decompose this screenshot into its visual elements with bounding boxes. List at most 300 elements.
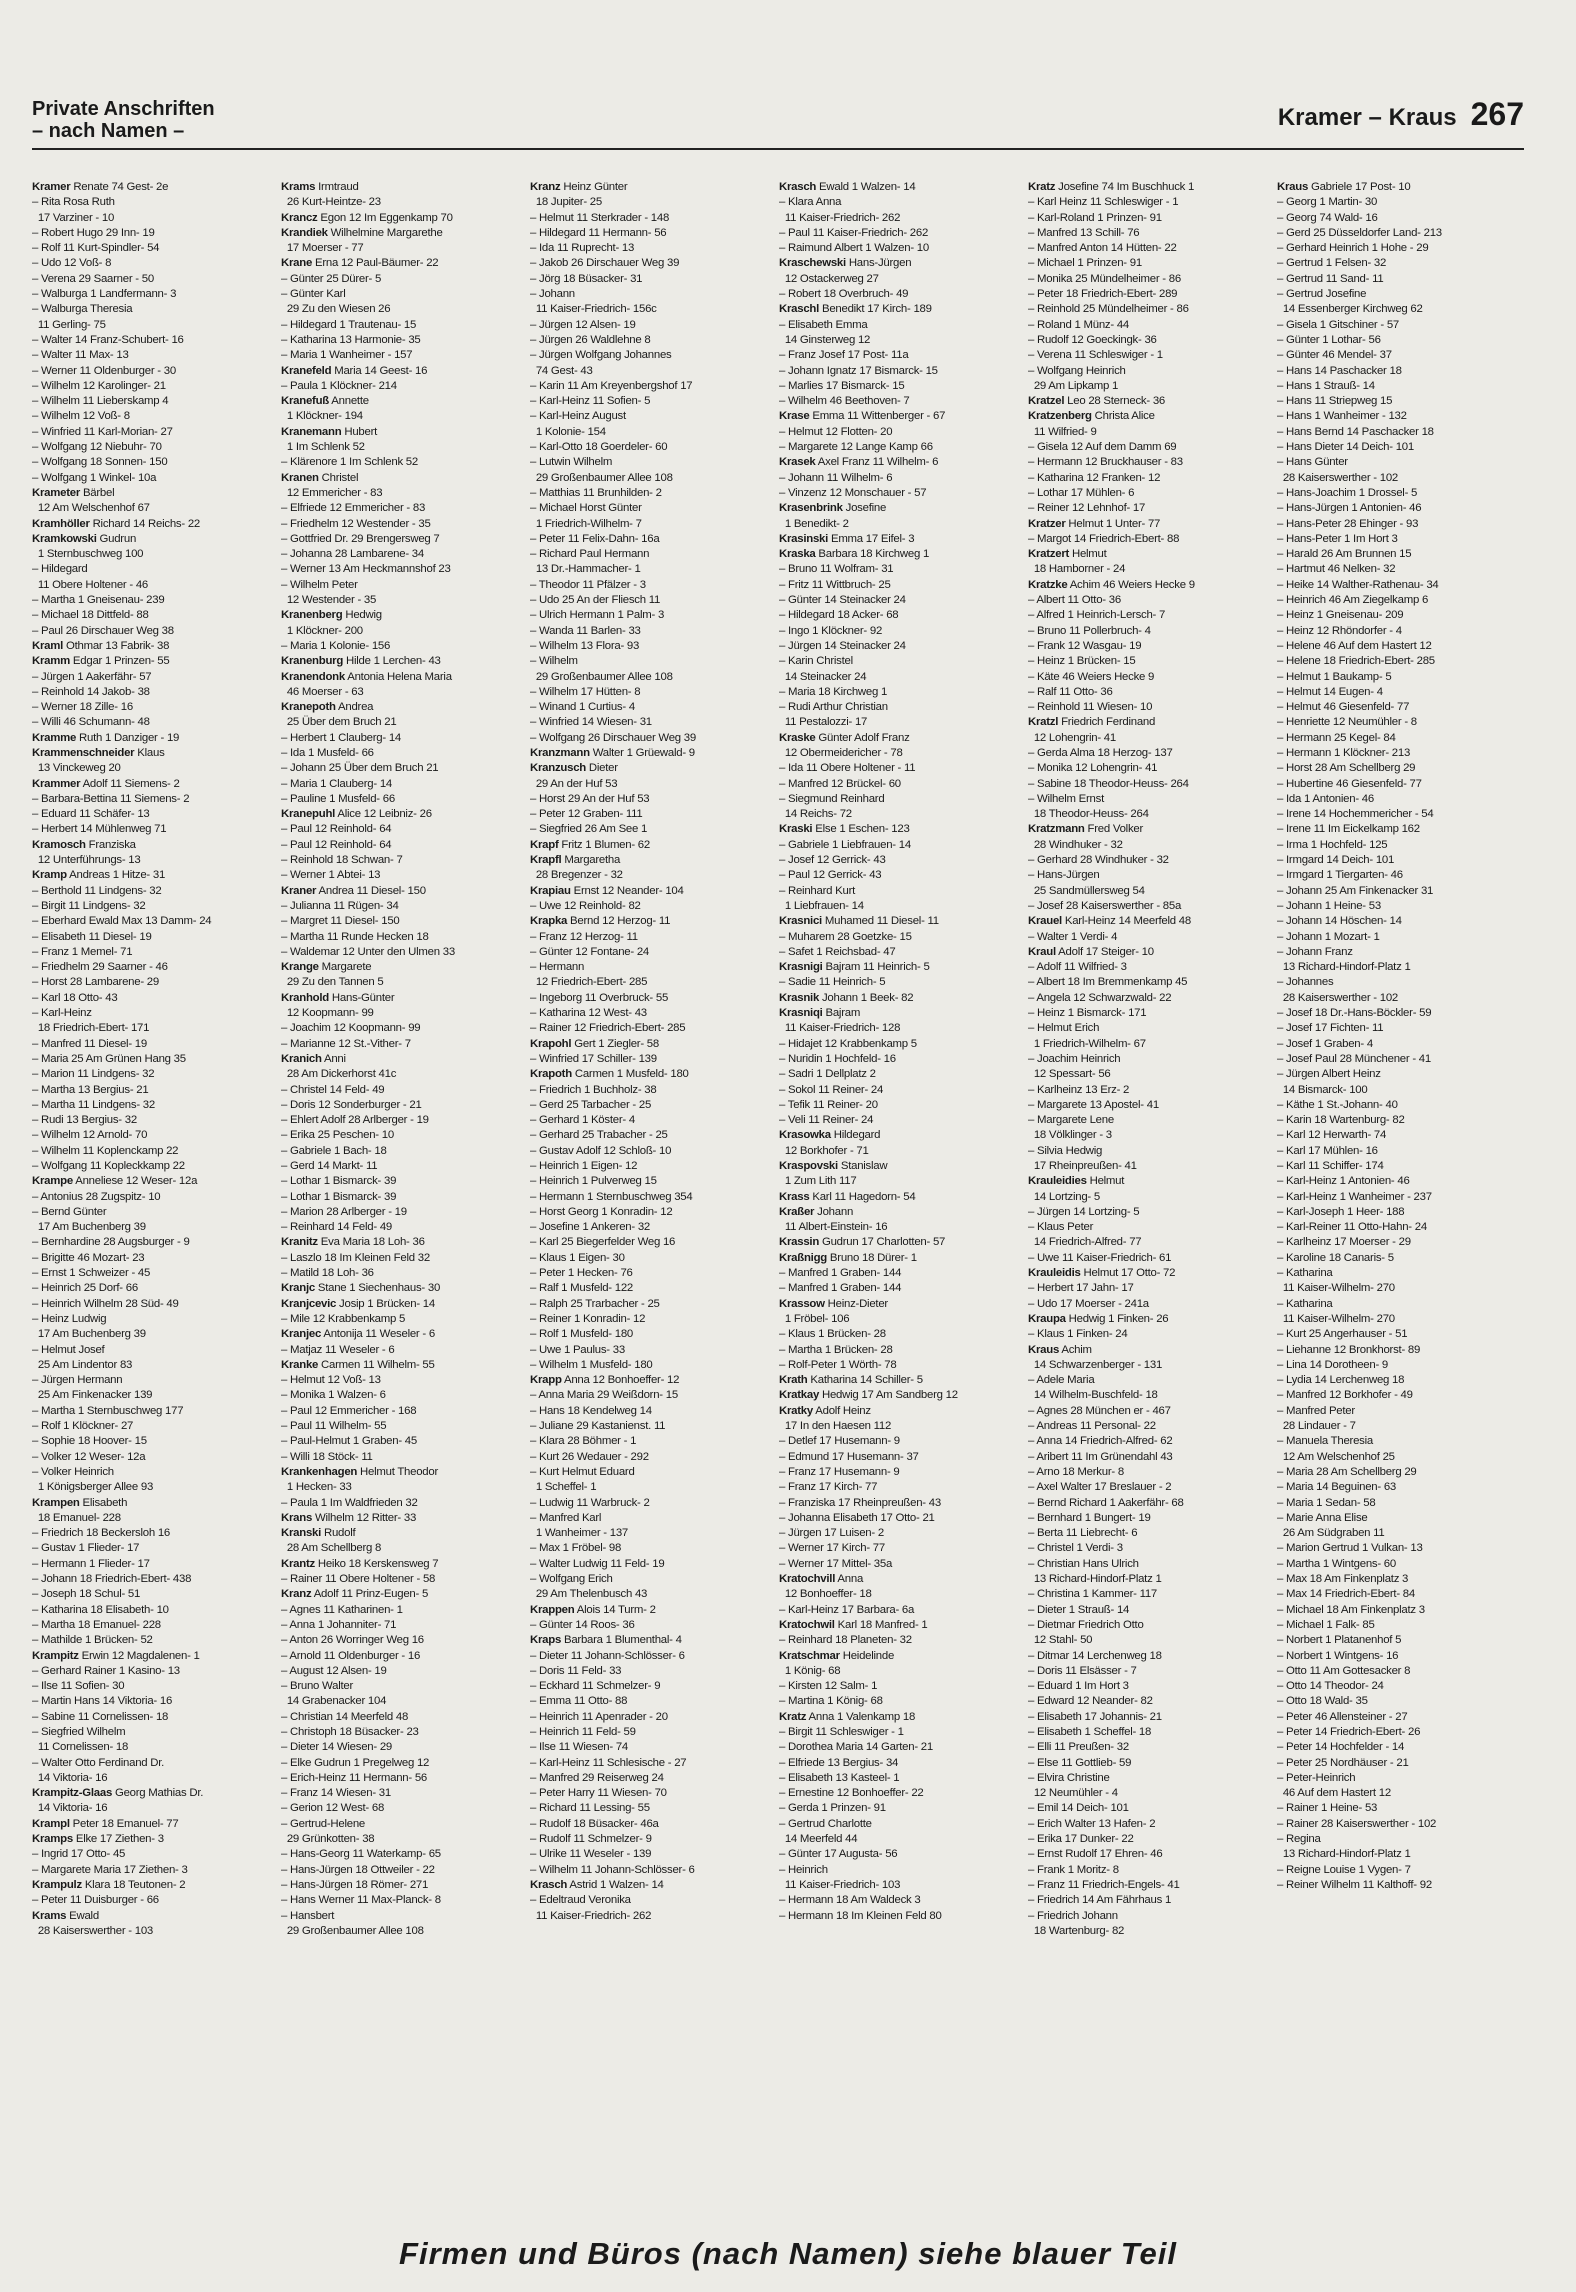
directory-entry	[530, 1909, 771, 1924]
entry-text: – Paul 11 Kaiser-Friedrich- 262	[779, 226, 929, 239]
directory-column	[530, 180, 771, 2180]
header-name-range: Kramer – Kraus	[1277, 104, 1457, 131]
directory-entry	[32, 256, 273, 271]
entry-text: – Reiner Wilhelm 11 Kalthoff- 92	[1277, 1878, 1432, 1891]
directory-entry	[1028, 1618, 1269, 1633]
entry-text: 18 Emanuel- 228	[32, 1511, 121, 1524]
directory-entry	[530, 1251, 771, 1266]
directory-entry	[1028, 1037, 1269, 1052]
entry-text: Irmtraud	[318, 181, 359, 193]
entry-surname: Kratochvill	[779, 1573, 836, 1586]
entry-text: – Eckhard 11 Schmelzer- 9	[530, 1680, 661, 1693]
entry-text: – Karl-Heinz 17 Barbara- 6a	[779, 1603, 915, 1616]
entry-text: – Horst Georg 1 Konradin- 12	[530, 1205, 673, 1218]
directory-entry	[32, 853, 273, 868]
directory-entry	[32, 700, 273, 715]
entry-surname: Krams	[32, 1909, 67, 1922]
entry-text: – Dieter 14 Wiesen- 29	[281, 1741, 392, 1754]
entry-text: – Hermann	[530, 961, 585, 974]
entry-text: 14 Reichs- 72	[779, 808, 852, 821]
entry-text: – Paul 12 Gerrick- 43	[779, 869, 882, 882]
entry-text: – Liehanne 12 Bronkhorst- 89	[1277, 1343, 1421, 1356]
directory-entry	[281, 685, 522, 700]
entry-text: – Edmund 17 Husemann- 37	[779, 1450, 919, 1463]
entry-text: Ernst 12 Neander- 104	[573, 884, 684, 897]
entry-text: – Elisabeth 1 Scheffel- 18	[1028, 1725, 1152, 1738]
directory-entry	[1028, 1235, 1269, 1250]
directory-entry	[1028, 1343, 1269, 1358]
entry-text: Heidelinde	[842, 1649, 895, 1662]
directory-entry	[530, 884, 771, 899]
entry-surname: Kraska	[779, 548, 816, 561]
directory-entry	[1028, 1128, 1269, 1143]
directory-entry	[1028, 1572, 1269, 1587]
entry-text: – Josef 12 Gerrick- 43	[779, 854, 886, 867]
directory-entry	[530, 394, 771, 409]
directory-entry	[32, 471, 273, 486]
entry-surname: Kraske	[779, 731, 816, 744]
entry-text: 14 Ginsterweg 12	[779, 333, 871, 346]
directory-entry	[779, 211, 1020, 226]
entry-text: Renate 74 Gest- 2e	[73, 181, 169, 193]
directory-entry	[1028, 731, 1269, 746]
directory-entry	[1277, 1220, 1518, 1235]
directory-entry	[1028, 1480, 1269, 1495]
directory-entry	[1028, 1067, 1269, 1082]
directory-entry	[32, 1909, 273, 1924]
directory-entry	[32, 593, 273, 608]
entry-text: 11 Kaiser-Friedrich- 103	[779, 1878, 901, 1891]
directory-entry	[1028, 1174, 1269, 1189]
entry-text: – Fritz 11 Wittbruch- 25	[779, 578, 891, 591]
entry-text: – Verena 29 Saarner - 50	[32, 272, 154, 285]
directory-entry	[281, 1633, 522, 1648]
directory-entry	[281, 1801, 522, 1816]
directory-entry	[1277, 731, 1518, 746]
entry-text: – Kurt 26 Wedauer - 292	[530, 1450, 649, 1463]
entry-text: 11 Kaiser-Friedrich- 262	[779, 211, 901, 224]
entry-text: – Christian 14 Meerfeld 48	[281, 1710, 409, 1723]
entry-text: 74 Gest- 43	[530, 364, 593, 377]
directory-entry	[530, 1496, 771, 1511]
entry-text: – Gerda Alma 18 Herzog- 137	[1028, 746, 1173, 759]
directory-entry	[1277, 593, 1518, 608]
entry-text: – Karl 12 Herwarth- 74	[1277, 1129, 1387, 1142]
entry-text: 14 Essenberger Kirchweg 62	[1277, 303, 1423, 316]
entry-text: Antonija 11 Weseler - 6	[323, 1328, 435, 1341]
entry-text: – Siegfried Wilhelm	[32, 1725, 126, 1738]
entry-text: – Peter-Heinrich	[1277, 1771, 1356, 1784]
directory-entry	[1277, 1251, 1518, 1266]
entry-text: 11 Cornelissen- 18	[32, 1741, 129, 1754]
entry-text: 18 Wartenburg- 82	[1028, 1924, 1125, 1937]
entry-text: – Franz 17 Kirch- 77	[779, 1481, 878, 1494]
directory-entry	[530, 486, 771, 501]
entry-text: – Vinzenz 12 Monschauer - 57	[779, 486, 927, 499]
entry-text: – Ernestine 12 Bonhoeffer- 22	[779, 1787, 924, 1800]
directory-entry	[779, 639, 1020, 654]
directory-entry	[779, 1832, 1020, 1847]
entry-text: – Martha 1 Gneisenau- 239	[32, 594, 165, 607]
entry-text: – Friedrich 1 Buchholz- 38	[530, 1083, 657, 1096]
entry-text: – Verena 11 Schleswiger - 1	[1028, 349, 1163, 362]
entry-surname: Krass	[779, 1190, 810, 1203]
entry-text: – Wilhelm 17 Hütten- 8	[530, 685, 641, 698]
directory-entry	[1028, 1526, 1269, 1541]
entry-text: – Heinrich 1 Pulverweg 15	[530, 1175, 657, 1188]
directory-entry	[779, 1159, 1020, 1174]
directory-entry	[32, 1618, 273, 1633]
entry-text: – Maria 14 Beguinen- 63	[1277, 1481, 1396, 1494]
directory-entry	[1028, 1587, 1269, 1602]
entry-text: – Heinrich 1 Eigen- 12	[530, 1160, 638, 1172]
entry-text: Emma 17 Eifel- 3	[830, 532, 915, 545]
entry-text: – Gerd 25 Düsseldorfer Land- 213	[1277, 226, 1442, 239]
entry-text: – Richard Paul Hermann	[530, 548, 650, 561]
entry-text: Josefine 74 Im Buschhuck 1	[1058, 181, 1195, 193]
entry-text: – Johann 18 Friedrich-Ebert- 438	[32, 1573, 192, 1586]
entry-text: – Helmut 46 Giesenfeld- 77	[1277, 701, 1410, 714]
entry-text: – Berthold 11 Lindgens- 32	[32, 884, 162, 897]
entry-text: 28 Kaiserswerther - 103	[32, 1924, 154, 1937]
directory-column	[1028, 180, 1269, 2180]
directory-entry	[530, 700, 771, 715]
directory-entry	[530, 715, 771, 730]
entry-text: – Heinz 1 Gneisenau- 209	[1277, 609, 1404, 622]
entry-text: – Hans-Georg 11 Waterkamp- 65	[281, 1848, 441, 1861]
directory-entry	[779, 1817, 1020, 1832]
directory-entry	[281, 1052, 522, 1067]
directory-entry	[1277, 868, 1518, 883]
entry-surname: Kratochwil	[779, 1618, 835, 1631]
entry-text: Alice 12 Leibniz- 26	[337, 808, 432, 821]
entry-text: – Werner 13 Am Heckmannshof 23	[281, 563, 451, 576]
entry-text: 17 Am Buchenberg 39	[32, 1221, 146, 1234]
directory-entry	[1277, 287, 1518, 302]
entry-text: – Irmgard 14 Deich- 101	[1277, 854, 1395, 867]
entry-text: – Maria 25 Am Grünen Hang 35	[32, 1052, 186, 1065]
entry-text: Johann 1 Beek- 82	[821, 991, 914, 1004]
directory-entry	[530, 256, 771, 271]
directory-entry	[779, 425, 1020, 440]
entry-text: – Muharem 28 Goetzke- 15	[779, 930, 912, 943]
directory-entry	[1277, 1771, 1518, 1786]
entry-text: – Hans Günter	[1277, 456, 1348, 469]
entry-surname: Krange	[281, 961, 319, 974]
entry-text: – Martha 11 Runde Hecken 18	[281, 930, 429, 943]
directory-entry	[1028, 1771, 1269, 1786]
entry-text: – Reinhold 14 Jakob- 38	[32, 685, 150, 698]
directory-entry	[1028, 884, 1269, 899]
directory-entry	[1277, 1128, 1518, 1143]
directory-entry	[32, 1649, 273, 1664]
entry-text: – Albert 18 Im Bremmenkamp 45	[1028, 976, 1188, 989]
directory-entry	[1277, 1526, 1518, 1541]
entry-text: 29 Am Lipkamp 1	[1028, 379, 1119, 392]
directory-entry	[281, 1909, 522, 1924]
directory-entry	[32, 991, 273, 1006]
directory-entry	[281, 838, 522, 853]
entry-text: – Bruno 11 Pollerbruch- 4	[1028, 624, 1151, 637]
directory-entry	[1028, 991, 1269, 1006]
entry-text: – Günter 12 Fontane- 24	[530, 945, 649, 958]
entry-surname: Krampitz	[32, 1649, 79, 1662]
entry-text: 14 Schwarzenberger - 131	[1028, 1358, 1163, 1371]
entry-text: 29 Großenbaumer Allee 108	[281, 1924, 424, 1937]
directory-entry	[779, 1878, 1020, 1893]
directory-entry	[1277, 608, 1518, 623]
entry-text: 11 Albert-Einstein- 16	[779, 1221, 888, 1234]
directory-entry	[1277, 1587, 1518, 1602]
directory-entry	[32, 746, 273, 761]
entry-text: – Johann Franz	[1277, 945, 1353, 958]
directory-entry	[1028, 364, 1269, 379]
directory-entry	[530, 1266, 771, 1281]
entry-text: – Albert 11 Otto- 36	[1028, 594, 1121, 607]
directory-entry	[530, 1281, 771, 1296]
entry-text: – Günter 17 Augusta- 56	[779, 1848, 898, 1861]
entry-text: 11 Wilfried- 9	[1028, 425, 1097, 438]
entry-text: – Hermann 25 Kegel- 84	[1277, 731, 1396, 744]
directory-entry	[779, 394, 1020, 409]
directory-entry	[32, 1037, 273, 1052]
entry-text: – Norbert 1 Platanenhof 5	[1277, 1634, 1402, 1647]
entry-text: – Josef 17 Fichten- 11	[1277, 1022, 1384, 1035]
directory-entry	[779, 1297, 1020, 1312]
directory-columns	[32, 180, 1528, 2180]
entry-text: – Ditmar 14 Lerchenweg 18	[1028, 1649, 1162, 1662]
directory-entry	[530, 547, 771, 562]
entry-text: – Gerhard 25 Trabacher - 25	[530, 1129, 668, 1142]
directory-entry	[530, 578, 771, 593]
entry-text: – Klara 28 Böhmer - 1	[530, 1435, 637, 1448]
entry-text: – Siegmund Reinhard	[779, 792, 885, 805]
entry-text: 28 Kaiserswerther - 102	[1277, 991, 1399, 1004]
entry-text: – Lydia 14 Lerchenweg 18	[1277, 1374, 1405, 1387]
entry-text: – Hermann 18 Am Waldeck 3	[779, 1894, 921, 1907]
directory-entry	[1028, 1144, 1269, 1159]
directory-entry	[32, 180, 273, 195]
entry-text: – Peter Harry 11 Wiesen- 70	[530, 1787, 667, 1800]
directory-entry	[530, 868, 771, 883]
directory-entry	[779, 1710, 1020, 1725]
directory-entry	[530, 1786, 771, 1801]
directory-entry	[1028, 501, 1269, 516]
directory-entry	[1028, 1786, 1269, 1801]
entry-text: – Irene 11 Im Eickelkamp 162	[1277, 823, 1420, 836]
directory-entry	[281, 1128, 522, 1143]
directory-entry	[32, 1465, 273, 1480]
directory-entry	[281, 1251, 522, 1266]
directory-entry	[32, 1587, 273, 1602]
entry-text: – Sadri 1 Dellplatz 2	[779, 1068, 876, 1081]
directory-entry	[530, 195, 771, 210]
directory-entry	[32, 226, 273, 241]
entry-text: 14 Meerfeld 44	[779, 1833, 858, 1846]
entry-text: Bajram	[825, 1007, 861, 1020]
entry-text: Anni	[323, 1052, 346, 1065]
entry-text: – Mathilde 1 Brücken- 52	[32, 1634, 153, 1647]
directory-entry	[281, 1083, 522, 1098]
directory-entry	[779, 455, 1020, 470]
entry-text: Josip 1 Brücken- 14	[339, 1297, 435, 1310]
entry-text: – Karin 18 Wartenburg- 82	[1277, 1114, 1405, 1127]
entry-text: – Martha 13 Bergius- 21	[32, 1083, 149, 1096]
directory-entry	[32, 807, 273, 822]
directory-entry	[281, 364, 522, 379]
directory-entry	[779, 670, 1020, 685]
directory-entry	[281, 425, 522, 440]
directory-entry	[1028, 211, 1269, 226]
entry-surname: Krasnici	[779, 915, 822, 928]
directory-entry	[32, 1098, 273, 1113]
directory-entry	[530, 1618, 771, 1633]
entry-text: – Walburga 1 Landfermann- 3	[32, 288, 177, 301]
entry-text: Helmut Theodor	[360, 1465, 439, 1478]
directory-entry	[530, 1633, 771, 1648]
entry-text: – Eduard 1 Im Hort 3	[1028, 1680, 1129, 1693]
entry-text: – Reiner 1 Konradin- 12	[530, 1312, 646, 1325]
entry-text: – Christina 1 Kammer- 117	[1028, 1588, 1158, 1601]
entry-text: Anna	[837, 1573, 864, 1586]
entry-text: 29 Großenbaumer Allee 108	[530, 670, 673, 683]
entry-text: – Jürgen 12 Alsen- 19	[530, 318, 636, 331]
entry-text: – Veli 11 Reiner- 24	[779, 1114, 874, 1127]
directory-entry	[1028, 1251, 1269, 1266]
entry-text: – Manfred 12 Borkhofer - 49	[1277, 1389, 1413, 1402]
entry-surname: Krase	[779, 410, 810, 423]
directory-entry	[1277, 960, 1518, 975]
directory-entry	[779, 1450, 1020, 1465]
directory-entry	[1277, 471, 1518, 486]
entry-text: – Karlheinz 13 Erz- 2	[1028, 1083, 1130, 1096]
directory-entry	[32, 1205, 273, 1220]
entry-text: – Gertrud 11 Sand- 11	[1277, 272, 1384, 285]
directory-entry	[1277, 1465, 1518, 1480]
entry-text: 12 Koopmann- 99	[281, 1007, 374, 1020]
directory-entry	[32, 1113, 273, 1128]
entry-surname: Krasek	[779, 456, 816, 469]
entry-text: – Ulrich Hermann 1 Palm- 3	[530, 609, 665, 622]
directory-entry	[1277, 501, 1518, 516]
directory-entry	[1277, 1159, 1518, 1174]
directory-entry	[32, 241, 273, 256]
entry-text: – Winfried 14 Wiesen- 31	[530, 716, 652, 729]
entry-text: Margaretha	[564, 854, 621, 867]
entry-text: – Walburga Theresia	[32, 303, 133, 316]
entry-surname: Kratzer	[1028, 517, 1066, 530]
entry-surname: Kratz	[1028, 181, 1056, 193]
directory-entry	[1277, 1725, 1518, 1740]
directory-entry	[1277, 975, 1518, 990]
entry-text: – Jürgen 14 Lortzing- 5	[1028, 1205, 1140, 1218]
directory-entry	[1028, 409, 1269, 424]
directory-entry	[281, 1541, 522, 1556]
entry-surname: Krampl	[32, 1817, 70, 1830]
entry-text: – Karl-Heinz 11 Sofien- 5	[530, 395, 651, 408]
entry-text: – Arno 18 Merkur- 8	[1028, 1465, 1124, 1478]
directory-entry	[530, 1174, 771, 1189]
entry-text: – Franziska 17 Rheinpreußen- 43	[779, 1496, 941, 1509]
entry-text: – Erich Walter 13 Hafen- 2	[1028, 1817, 1156, 1830]
entry-text: Andreas 1 Hitze- 31	[69, 869, 166, 882]
entry-text: – Hubertine 46 Giesenfeld- 77	[1277, 777, 1422, 790]
entry-text: – Christoph 18 Büsacker- 23	[281, 1725, 419, 1738]
directory-entry	[32, 379, 273, 394]
directory-entry	[1028, 302, 1269, 317]
entry-text: 12 Unterführungs- 13	[32, 854, 141, 867]
directory-entry	[1277, 670, 1518, 685]
entry-text: – August 12 Alsen- 19	[281, 1664, 387, 1677]
directory-entry	[1028, 440, 1269, 455]
entry-text: Maria 14 Geest- 16	[334, 364, 428, 377]
directory-entry	[1277, 1235, 1518, 1250]
entry-text: – Helmut Josef	[32, 1343, 105, 1356]
entry-text: – Robert 18 Overbruch- 49	[779, 288, 909, 301]
entry-text: Gert 1 Ziegler- 58	[574, 1037, 659, 1050]
directory-entry	[779, 1526, 1020, 1541]
directory-entry	[32, 1159, 273, 1174]
entry-text: – Martha 1 Brücken- 28	[779, 1343, 893, 1356]
directory-entry	[1277, 455, 1518, 470]
entry-surname: Krasenbrink	[779, 502, 843, 515]
directory-entry	[779, 364, 1020, 379]
entry-text: Annette	[331, 395, 369, 408]
entry-surname: Kramp	[32, 869, 67, 882]
entry-text: Klaus	[137, 746, 165, 759]
directory-entry	[1277, 1358, 1518, 1373]
entry-text: – Christel 14 Feld- 49	[281, 1083, 385, 1096]
entry-text: – Hermann 12 Bruckhauser - 83	[1028, 456, 1183, 469]
directory-entry	[32, 1343, 273, 1358]
directory-entry	[779, 1083, 1020, 1098]
entry-text: – Wolfgang 11 Kopleckkamp 22	[32, 1160, 185, 1172]
entry-text: – Klaus Peter	[1028, 1221, 1094, 1234]
entry-text: – Heinrich Wilhelm 28 Süd- 49	[32, 1297, 179, 1310]
directory-entry	[281, 1511, 522, 1526]
entry-text: – Karl 25 Biegerfelder Weg 16	[530, 1236, 676, 1249]
entry-text: 1 Benedikt- 2	[779, 517, 849, 530]
entry-text: Adolf 17 Steiger- 10	[1058, 945, 1154, 958]
directory-entry	[779, 731, 1020, 746]
directory-entry	[530, 1113, 771, 1128]
directory-entry	[530, 1465, 771, 1480]
directory-entry	[1277, 348, 1518, 363]
directory-entry	[1028, 1373, 1269, 1388]
entry-surname: Krath	[779, 1374, 808, 1387]
directory-entry	[281, 1664, 522, 1679]
directory-entry	[779, 914, 1020, 929]
directory-entry	[530, 899, 771, 914]
directory-entry	[530, 1572, 771, 1587]
directory-entry	[32, 624, 273, 639]
entry-surname: Kramme	[32, 731, 77, 744]
entry-text: 29 Zu den Tannen 5	[281, 976, 384, 989]
directory-entry	[1028, 761, 1269, 776]
entry-text: – Werner 1 Abtei- 13	[281, 869, 381, 882]
entry-text: – Gertrud 1 Felsen- 32	[1277, 257, 1387, 270]
entry-text: 12 Spessart- 56	[1028, 1068, 1111, 1081]
entry-text: – Tefik 11 Reiner- 20	[779, 1098, 878, 1111]
directory-entry	[530, 685, 771, 700]
entry-text: 14 Lortzing- 5	[1028, 1190, 1100, 1203]
entry-text: – Christian Hans Ulrich	[1028, 1557, 1139, 1570]
entry-text: 12 Emmericher - 83	[281, 486, 383, 499]
entry-text: – Martina 1 König- 68	[779, 1695, 883, 1708]
directory-entry	[281, 241, 522, 256]
entry-text: – Doris 11 Feld- 33	[530, 1664, 622, 1677]
directory-entry	[32, 1511, 273, 1526]
